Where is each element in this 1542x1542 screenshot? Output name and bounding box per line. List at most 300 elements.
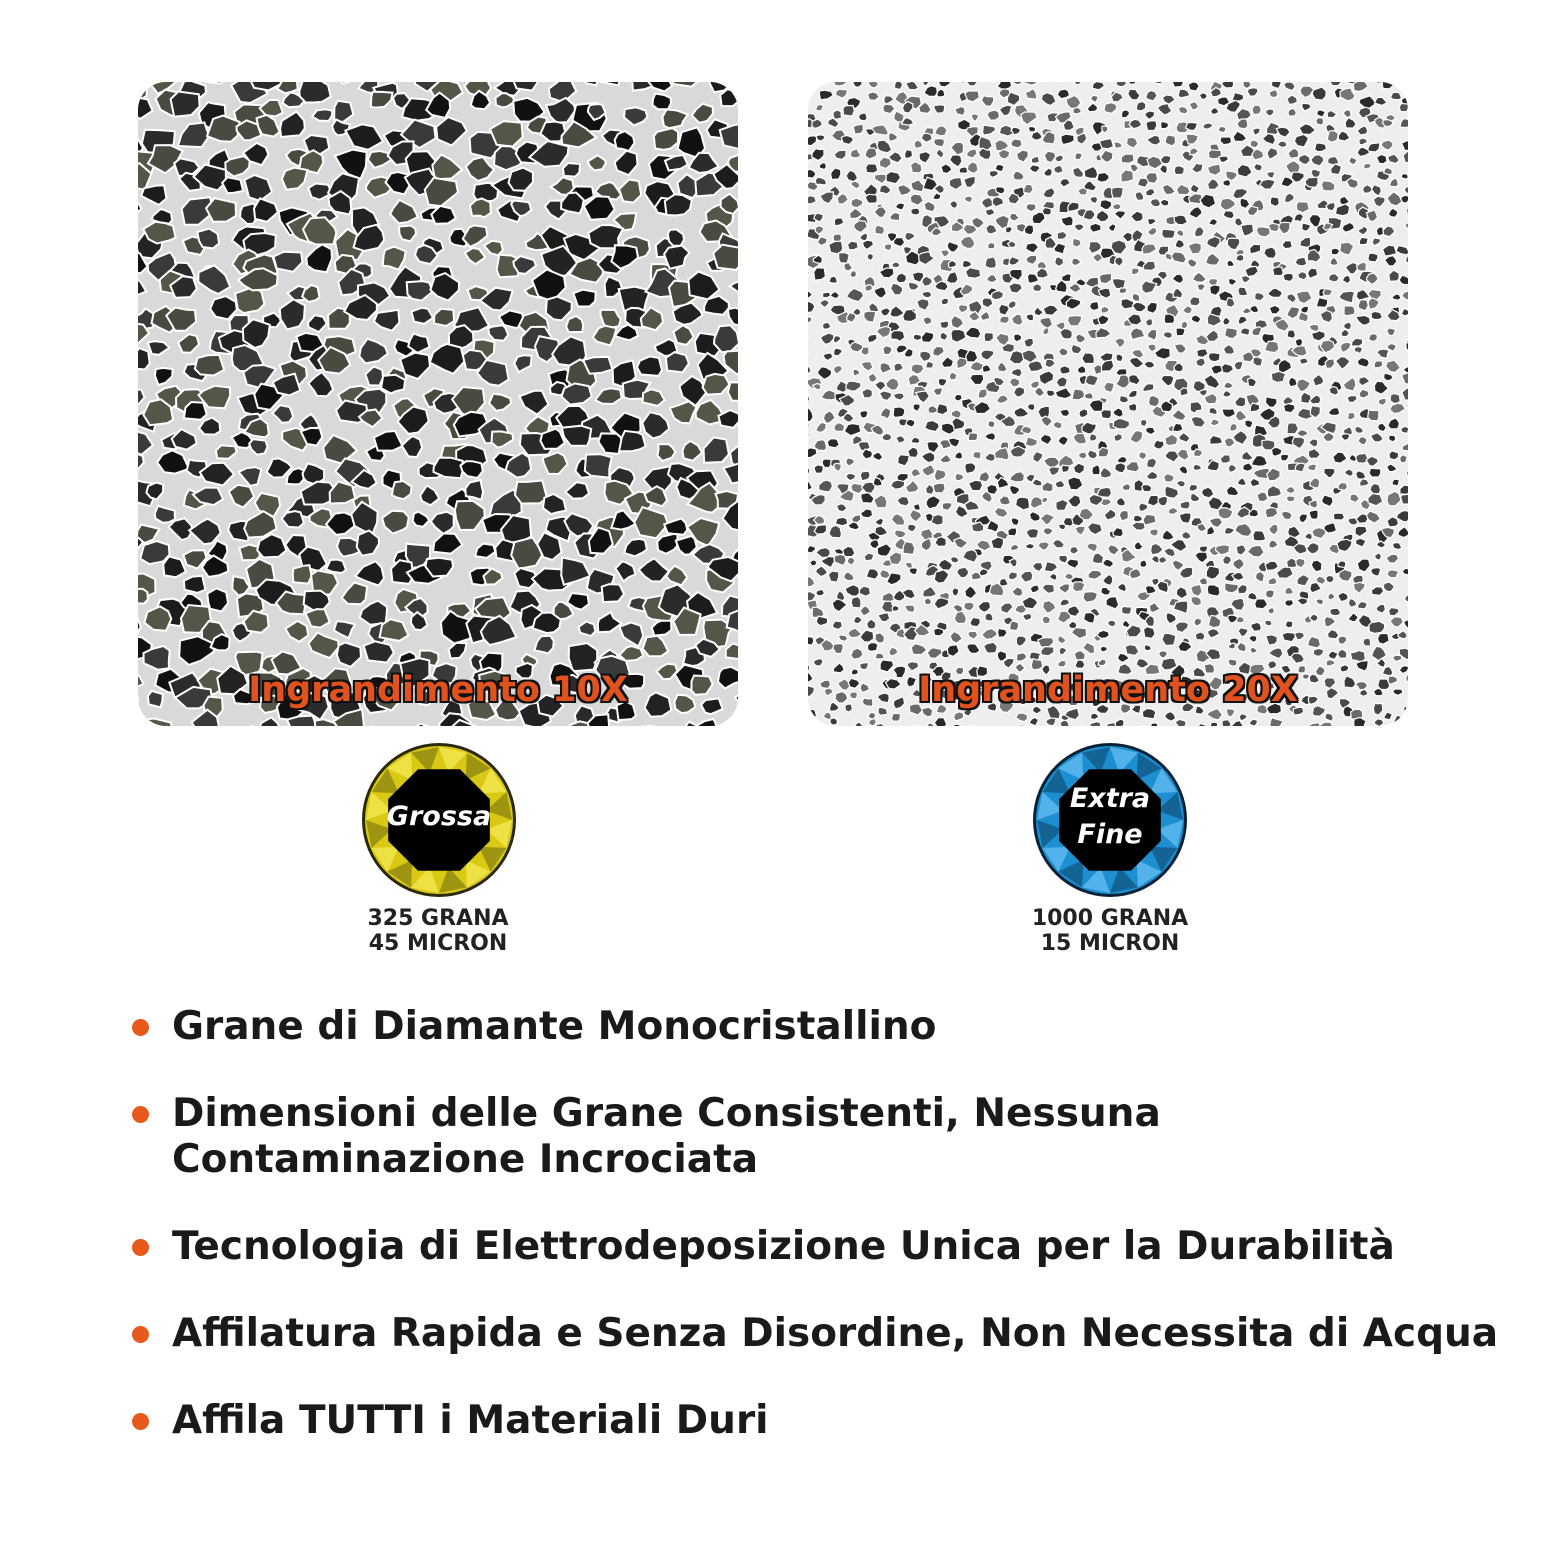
micron-size: 15 MICRON <box>1040 931 1180 956</box>
diamond-grain <box>1240 328 1249 336</box>
diamond-grain <box>1282 511 1293 519</box>
diamond-grain <box>995 187 1005 194</box>
diamond-grain <box>392 481 412 499</box>
diamond-grain <box>1298 272 1308 281</box>
diamond-grain <box>832 621 842 630</box>
diamond-grain <box>1026 314 1034 321</box>
diamond-grain <box>853 124 863 134</box>
diamond-grain <box>808 637 814 646</box>
diamond-grain <box>1338 561 1346 567</box>
diamond-grain <box>1338 482 1348 490</box>
diamond-grain <box>875 653 884 659</box>
grit-count: 325 GRANA <box>367 906 509 931</box>
diamond-grain <box>1326 575 1334 583</box>
diamond-grain <box>1338 592 1348 601</box>
diamond-grain <box>816 616 827 626</box>
grit-count: 1000 GRANA <box>1031 906 1189 931</box>
diamond-grain <box>1401 174 1408 180</box>
diamond-grain <box>867 254 873 261</box>
diamond-grain <box>1144 627 1156 639</box>
diamond-grain <box>1042 208 1051 216</box>
diamond-grain <box>970 617 981 626</box>
diamond-grain <box>222 177 243 193</box>
diamond-grain <box>1154 440 1164 449</box>
diamond-grain <box>923 317 931 325</box>
diamond-grain <box>1195 632 1205 640</box>
diamond-grain <box>1252 105 1261 115</box>
diamond-grain <box>1146 121 1157 131</box>
diamond-grain <box>814 213 824 222</box>
diamond-grain <box>949 260 957 267</box>
feature-item <box>130 1398 1510 1444</box>
diamond-grain <box>1368 253 1378 262</box>
diamond-grain <box>892 713 901 721</box>
diamond-grain <box>1190 148 1198 155</box>
diamond-grain <box>1180 388 1188 396</box>
diamond-grain <box>1368 334 1377 342</box>
diamond-grain <box>1369 621 1385 633</box>
diamond-grain <box>1401 426 1408 433</box>
diamond-grain <box>1374 719 1384 726</box>
diamond-grain <box>1060 329 1072 339</box>
coarse-grit-micrograph <box>138 82 738 726</box>
diamond-grain <box>1218 127 1226 133</box>
diamond-grain <box>1327 131 1338 143</box>
badge-label-extra: Extra <box>1069 783 1151 814</box>
diamond-grain <box>1161 199 1169 206</box>
diamond-grain <box>894 530 906 538</box>
diamond-grain <box>1245 420 1253 428</box>
diamond-grain <box>1282 241 1292 249</box>
diamond-grain <box>138 589 148 604</box>
diamond-grain <box>1316 118 1324 125</box>
diamond-grain <box>1150 723 1158 726</box>
feature-text: Dimensioni delle Grane Consistenti, Nessuna <box>172 1091 1161 1136</box>
diamond-grain <box>425 558 453 577</box>
diamond-grain <box>985 257 996 269</box>
diamond-grain <box>1159 556 1167 563</box>
diamond-grain <box>892 605 899 611</box>
diamond-grain <box>1116 354 1123 362</box>
diamond-grain <box>1188 82 1199 91</box>
diamond-grain <box>1359 237 1368 245</box>
diamond-grain <box>1100 646 1107 652</box>
diamond-grain <box>1207 585 1220 596</box>
diamond-grain <box>1370 483 1381 494</box>
diamond-grain <box>1374 361 1383 368</box>
diamond-grain <box>1121 154 1134 163</box>
diamond-grain <box>1287 423 1298 434</box>
diamond-grain <box>949 372 957 380</box>
diamond-grain <box>1055 257 1064 266</box>
diamond-grain <box>1305 177 1318 187</box>
diamond-grain <box>868 643 879 652</box>
diamond-grain <box>865 148 877 159</box>
feature-text: Affila TUTTI i Materiali Duri <box>172 1398 769 1443</box>
diamond-grain <box>1313 648 1323 656</box>
diamond-grain <box>1339 569 1352 581</box>
diamond-grain <box>1254 164 1263 172</box>
diamond-grain <box>830 718 838 725</box>
diamond-grain <box>839 253 850 264</box>
diamond-grain <box>808 709 816 720</box>
diamond-grain <box>955 107 965 116</box>
diamond-grain <box>1371 311 1382 319</box>
feature-text: Tecnologia di Elettrodeposizione Unica per la Durabilità <box>172 1224 1395 1269</box>
diamond-grain <box>1144 645 1151 651</box>
diamond-grain <box>569 643 598 671</box>
diamond-grain <box>1284 404 1296 413</box>
diamond-grain <box>937 404 948 415</box>
feature-text: Grane di Diamante Monocristallino <box>172 1004 937 1049</box>
diamond-grain <box>434 309 454 326</box>
bullet-dot-icon <box>132 1019 149 1036</box>
diamond-grain <box>1329 386 1339 395</box>
diamond-grain <box>987 110 1000 120</box>
diamond-grain <box>1128 403 1136 411</box>
diamond-grain <box>1150 529 1159 536</box>
diamond-grain <box>1189 484 1198 491</box>
diamond-grain <box>1090 301 1099 310</box>
diamond-grain <box>1028 126 1035 131</box>
diamond-grain <box>995 164 1004 171</box>
diamond-grain <box>1101 306 1109 313</box>
diamond-grain <box>965 268 980 279</box>
feature-item <box>130 1091 1510 1183</box>
diamond-grain <box>1161 156 1172 164</box>
diamond-grain <box>988 421 995 428</box>
diamond-grain <box>1140 560 1147 568</box>
diamond-grain <box>1119 510 1128 521</box>
bullet-dot-icon <box>132 1239 149 1256</box>
diamond-grain <box>1253 357 1263 366</box>
diamond-grain <box>926 361 934 368</box>
diamond-grain <box>720 89 738 106</box>
diamond-grain <box>1315 143 1327 152</box>
feature-list <box>130 1004 1510 1485</box>
diamond-grain <box>1247 88 1257 97</box>
diamond-grain <box>988 242 995 248</box>
diamond-grain <box>964 602 975 611</box>
diamond-grain <box>1270 197 1279 207</box>
diamond-grain <box>1102 126 1108 133</box>
diamond-grain <box>515 481 547 504</box>
diamond-grain <box>583 357 612 374</box>
diamond-grain <box>1100 200 1112 210</box>
diamond-grain <box>1078 452 1086 459</box>
diamond-grain <box>1401 716 1409 726</box>
diamond-grain <box>1271 371 1286 382</box>
extra-fine-grit-micrograph <box>808 82 1408 726</box>
diamond-grain <box>934 105 945 113</box>
magnification-label-20x: Ingrandimento 20X <box>918 670 1298 710</box>
diamond-grain <box>1230 424 1237 432</box>
diamond-grain <box>1014 334 1022 342</box>
diamond-grain <box>1176 328 1185 336</box>
diamond-grain <box>1401 494 1408 504</box>
diamond-grain <box>1162 633 1176 645</box>
diamond-grain <box>822 292 830 298</box>
diamond-grain <box>883 346 892 355</box>
diamond-grain <box>1062 465 1070 472</box>
diamond-grain <box>896 273 907 283</box>
diamond-grain <box>1190 297 1200 306</box>
diamond-grain <box>1082 353 1095 364</box>
diamond-grain <box>1383 120 1393 127</box>
diamond-grain <box>1028 361 1043 372</box>
diamond-grain <box>1269 305 1280 314</box>
diamond-grain <box>197 229 219 249</box>
diamond-grain <box>1316 298 1327 308</box>
diamond-grain <box>1161 122 1169 129</box>
diamond-grain <box>1114 142 1123 148</box>
diamond-grain <box>1264 620 1272 626</box>
diamond-grain <box>861 347 869 356</box>
diamond-grain <box>1392 479 1399 486</box>
diamond-grain <box>808 468 810 475</box>
diamond-grain <box>1236 616 1244 623</box>
diamond-grain <box>866 164 878 173</box>
diamond-grain <box>924 598 931 605</box>
bullet-dot-icon <box>132 1413 149 1430</box>
diamond-grain <box>973 452 981 460</box>
diamond-grain <box>931 514 943 525</box>
diamond-grain <box>1285 621 1292 628</box>
diamond-grain <box>652 94 671 110</box>
diamond-grain <box>829 276 837 283</box>
diamond-grain <box>1010 621 1019 631</box>
diamond-grain <box>1025 543 1034 549</box>
diamond-grain <box>968 433 978 441</box>
diamond-grain <box>1309 510 1318 519</box>
diamond-grain <box>911 208 920 215</box>
diamond-grain <box>326 560 346 574</box>
diamond-grain <box>184 402 207 420</box>
diamond-grain <box>859 586 870 596</box>
diamond-grain <box>1162 229 1176 238</box>
diamond-grain <box>1400 455 1408 463</box>
diamond-grain <box>1149 396 1160 408</box>
diamond-grain <box>1138 178 1149 187</box>
diamond-grain <box>1024 338 1034 347</box>
diamond-grain <box>933 483 945 493</box>
diamond-grain <box>896 203 905 210</box>
diamond-grain <box>381 375 405 394</box>
diamond-grain <box>1220 137 1232 145</box>
diamond-grain <box>1400 82 1409 88</box>
diamond-grain <box>654 128 678 150</box>
diamond-grain <box>1181 321 1188 329</box>
diamond-grain <box>138 348 150 369</box>
diamond-grain <box>1042 616 1050 624</box>
diamond-grain <box>1257 492 1268 501</box>
diamond-grain <box>1165 135 1175 146</box>
diamond-grain <box>1031 659 1042 670</box>
diamond-grain <box>860 663 869 670</box>
diamond-grain <box>808 196 816 204</box>
diamond-grain <box>206 198 236 222</box>
magnification-label-10x: Ingrandimento 10X <box>248 670 628 710</box>
diamond-grain <box>1042 497 1048 503</box>
diamond-grain <box>1283 273 1293 281</box>
diamond-grain <box>1350 651 1365 662</box>
diamond-grain <box>950 557 959 564</box>
diamond-grain <box>810 560 817 566</box>
diamond-grain <box>851 597 861 608</box>
diamond-grain <box>828 571 839 582</box>
diamond-grain <box>1399 275 1408 284</box>
diamond-grain <box>1163 332 1172 339</box>
diamond-grain <box>1266 590 1275 598</box>
diamond-grain <box>602 584 624 602</box>
diamond-grain <box>1132 294 1140 302</box>
diamond-grain <box>808 82 810 85</box>
bullet-dot-icon <box>132 1106 149 1123</box>
diamond-grain <box>1341 434 1350 441</box>
diamond-grain <box>1164 314 1175 324</box>
diamond-grain <box>884 244 892 251</box>
diamond-grain <box>984 333 994 342</box>
diamond-grain <box>714 325 738 352</box>
feature-text-continued: Contaminazione Incrociata <box>172 1137 759 1182</box>
diamond-grain <box>903 542 915 555</box>
diamond-grain <box>184 576 206 593</box>
diamond-grain <box>1011 518 1019 526</box>
diamond-grain <box>827 439 839 448</box>
diamond-grain <box>868 92 880 101</box>
diamond-grain <box>1273 267 1284 276</box>
diamond-grain <box>952 588 959 597</box>
diamond-grain <box>509 168 534 191</box>
diamond-grain <box>814 465 823 473</box>
diamond-grain <box>1099 273 1111 283</box>
diamond-grain <box>1175 719 1186 726</box>
diamond-grain <box>1390 394 1400 404</box>
diamond-grain <box>1256 227 1270 237</box>
diamond-grain <box>1090 196 1097 203</box>
diamond-grain <box>1147 458 1157 468</box>
diamond-grain <box>1008 528 1017 536</box>
diamond-grain <box>1208 353 1220 362</box>
diamond-grain <box>816 590 824 596</box>
diamond-grain <box>619 431 646 451</box>
diamond-grain <box>862 388 872 398</box>
micron-size: 45 MICRON <box>368 931 508 956</box>
diamond-grain <box>566 316 583 332</box>
diamond-grain <box>865 194 877 203</box>
diamond-grain <box>665 194 692 215</box>
diamond-grain <box>1054 165 1063 173</box>
diamond-grain <box>1344 306 1355 316</box>
diamond-grain <box>816 135 825 141</box>
diamond-grain <box>1250 403 1260 412</box>
diamond-grain <box>908 524 917 531</box>
diamond-grain <box>985 613 993 621</box>
diamond-grain <box>585 454 612 477</box>
diamond-grain <box>1286 496 1295 502</box>
diamond-grain <box>978 389 987 398</box>
diamond-grain <box>858 442 870 451</box>
diamond-grain <box>1057 231 1067 239</box>
extra-fine-grit-spec <box>960 906 1260 956</box>
diamond-grain <box>1101 410 1112 419</box>
diamond-grain <box>1121 170 1134 182</box>
diamond-grain <box>866 569 879 579</box>
diamond-grain <box>905 150 913 159</box>
extra-fine-grit-texture <box>808 82 1408 726</box>
diamond-grain <box>563 163 580 177</box>
diamond-grain <box>1073 238 1082 247</box>
extra-fine-grit-badge <box>1030 742 1190 898</box>
diamond-grain <box>937 89 946 97</box>
diamond-grain <box>1140 419 1147 426</box>
feature-item <box>130 1224 1510 1270</box>
diamond-grain <box>893 407 905 418</box>
diamond-grain <box>1368 410 1379 421</box>
diamond-grain <box>1060 366 1071 374</box>
diamond-grain <box>239 545 259 561</box>
diamond-grain <box>1046 390 1055 397</box>
diamond-grain <box>1174 215 1187 225</box>
diamond-grain <box>1074 651 1085 660</box>
diamond-grain <box>1142 485 1152 492</box>
feature-item <box>130 1311 1510 1357</box>
diamond-grain <box>940 321 949 328</box>
diamond-grain <box>1358 300 1368 311</box>
badge-label-fine: Fine <box>1077 819 1143 850</box>
diamond-grain <box>1011 139 1022 148</box>
diamond-grain <box>1399 103 1408 111</box>
diamond-grain <box>1267 661 1276 669</box>
diamond-grain <box>713 245 738 270</box>
diamond-grain <box>1295 257 1307 266</box>
diamond-grain <box>293 565 312 583</box>
bullet-dot-icon <box>132 1326 149 1343</box>
diamond-grain <box>860 411 868 419</box>
diamond-grain <box>941 298 948 305</box>
diamond-grain <box>1225 328 1238 339</box>
diamond-grain <box>1210 722 1217 726</box>
diamond-grain <box>1194 449 1203 457</box>
diamond-grain <box>808 718 809 726</box>
diamond-grain <box>1387 570 1399 578</box>
diamond-grain <box>1369 468 1381 477</box>
diamond-grain <box>1112 187 1124 198</box>
diamond-grain <box>1099 139 1113 149</box>
diamond-grain <box>195 355 224 376</box>
diamond-grain <box>637 356 662 376</box>
diamond-grain <box>894 82 902 89</box>
diamond-grain <box>843 106 854 117</box>
coarse-grit-spec <box>288 906 588 956</box>
diamond-grain <box>875 225 885 235</box>
diamond-grain <box>1330 608 1341 615</box>
diamond-grain <box>813 659 823 667</box>
diamond-grain <box>1271 447 1281 456</box>
diamond-grain <box>1223 179 1231 186</box>
diamond-grain <box>913 504 920 511</box>
diamond-grain <box>835 517 848 525</box>
coarse-grit-texture <box>138 82 738 726</box>
diamond-grain <box>1121 606 1131 614</box>
diamond-grain <box>1009 572 1018 580</box>
diamond-grain <box>573 290 595 307</box>
diamond-grain <box>1107 620 1116 627</box>
diamond-grain <box>934 628 944 636</box>
diamond-grain <box>850 271 857 278</box>
diamond-grain <box>1097 172 1109 182</box>
diamond-grain <box>1388 435 1396 442</box>
